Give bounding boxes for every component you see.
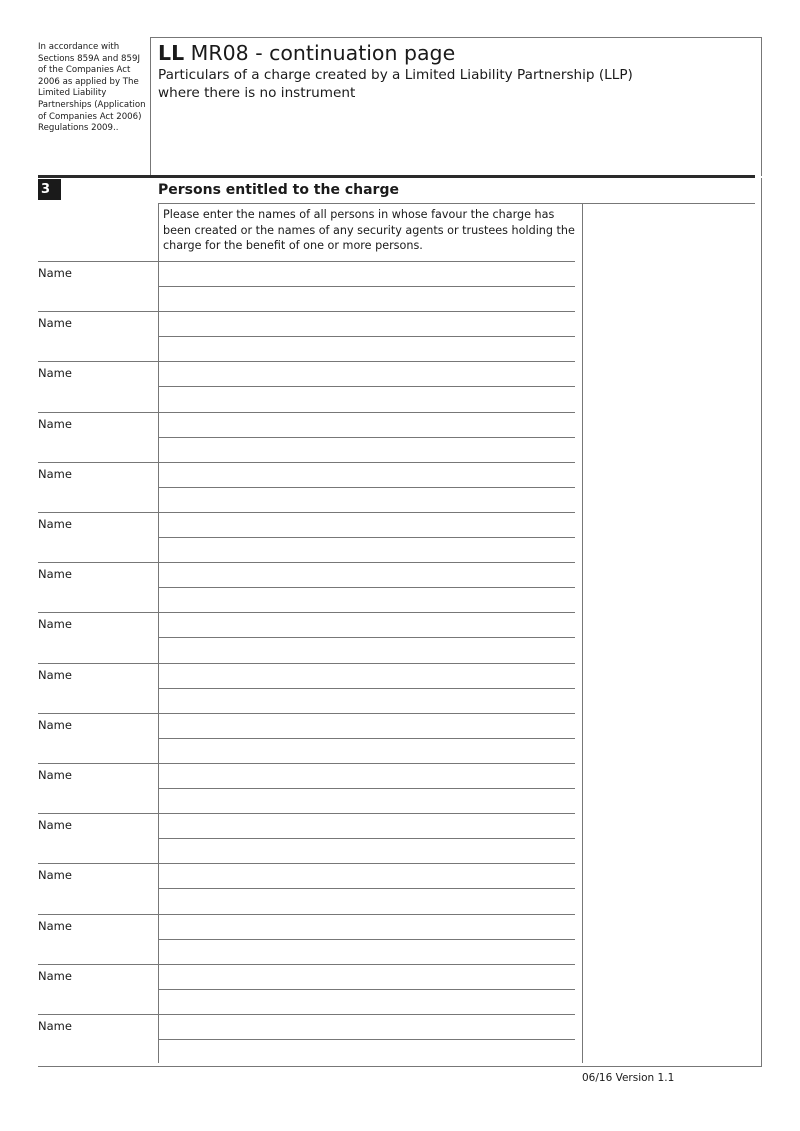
name-row bbox=[38, 562, 575, 612]
name-label: Name bbox=[38, 316, 72, 330]
name-row bbox=[38, 1014, 575, 1064]
name-field-line-1[interactable] bbox=[159, 312, 575, 336]
name-label: Name bbox=[38, 366, 72, 380]
version-label: 06/16 Version 1.1 bbox=[582, 1072, 675, 1084]
name-label: Name bbox=[38, 668, 72, 682]
name-row bbox=[38, 612, 575, 662]
name-row bbox=[38, 412, 575, 462]
name-label: Name bbox=[38, 617, 72, 631]
name-field-line-2[interactable] bbox=[159, 689, 575, 713]
name-field-line-1[interactable] bbox=[159, 613, 575, 637]
name-field-line-2[interactable] bbox=[159, 488, 575, 512]
name-label: Name bbox=[38, 417, 72, 431]
name-field-line-1[interactable] bbox=[159, 262, 575, 286]
section-instructions: Please enter the names of all persons in whose favour the charge has been created or the names of any security agents or trustees holding the charge for the benefit of one or more persons. bbox=[163, 208, 575, 253]
name-field-line-2[interactable] bbox=[159, 638, 575, 662]
name-field-line-2[interactable] bbox=[159, 739, 575, 763]
name-field-line-2[interactable] bbox=[159, 839, 575, 863]
name-label: Name bbox=[38, 517, 72, 531]
name-field-line-2[interactable] bbox=[159, 889, 575, 913]
name-label: Name bbox=[38, 567, 72, 581]
title-text: MR08 - continuation page bbox=[184, 41, 456, 65]
name-label: Name bbox=[38, 1019, 72, 1033]
name-label: Name bbox=[38, 467, 72, 481]
name-row bbox=[38, 964, 575, 1014]
name-row bbox=[38, 813, 575, 863]
subtitle-line-1: Particulars of a charge created by a Limited Liability Partnership (LLP) bbox=[158, 67, 633, 83]
name-field-line-2[interactable] bbox=[159, 337, 575, 361]
name-field-line-2[interactable] bbox=[159, 789, 575, 813]
title-prefix: LL bbox=[158, 41, 185, 65]
name-field-line-2[interactable] bbox=[159, 588, 575, 612]
legal-note: In accordance with Sections 859A and 859J of the Companies Act 2006 as applied by The Limited Liability Partnerships (Application of Companies Act 2006) Regulations 2009.. bbox=[38, 42, 146, 134]
name-label: Name bbox=[38, 919, 72, 933]
subtitle-line-2: where there is no instrument bbox=[158, 85, 356, 101]
name-field-line-1[interactable] bbox=[159, 563, 575, 587]
name-field-line-2[interactable] bbox=[159, 438, 575, 462]
name-row bbox=[38, 311, 575, 361]
name-label: Name bbox=[38, 818, 72, 832]
name-label: Name bbox=[38, 768, 72, 782]
name-field-line-1[interactable] bbox=[159, 664, 575, 688]
name-label: Name bbox=[38, 266, 72, 280]
name-row bbox=[38, 261, 575, 311]
section-title: Persons entitled to the charge bbox=[158, 182, 399, 198]
name-field-line-2[interactable] bbox=[159, 1040, 575, 1064]
name-row bbox=[38, 914, 575, 964]
name-field-line-1[interactable] bbox=[159, 413, 575, 437]
name-field-line-1[interactable] bbox=[159, 915, 575, 939]
bottom-rule bbox=[38, 1066, 762, 1067]
name-row bbox=[38, 763, 575, 813]
name-row bbox=[38, 361, 575, 411]
name-field-line-1[interactable] bbox=[159, 764, 575, 788]
name-row bbox=[38, 663, 575, 713]
name-field-line-2[interactable] bbox=[159, 387, 575, 411]
name-field-line-2[interactable] bbox=[159, 990, 575, 1014]
name-field-line-1[interactable] bbox=[159, 864, 575, 888]
name-label: Name bbox=[38, 969, 72, 983]
name-row bbox=[38, 512, 575, 562]
name-field-line-1[interactable] bbox=[159, 965, 575, 989]
name-row bbox=[38, 863, 575, 913]
name-row bbox=[38, 713, 575, 763]
name-row bbox=[38, 462, 575, 512]
name-field-line-2[interactable] bbox=[159, 940, 575, 964]
name-label: Name bbox=[38, 718, 72, 732]
name-field-line-1[interactable] bbox=[159, 714, 575, 738]
name-field-line-1[interactable] bbox=[159, 463, 575, 487]
name-field-line-1[interactable] bbox=[159, 362, 575, 386]
name-field-line-1[interactable] bbox=[159, 814, 575, 838]
section-number-badge: 3 bbox=[38, 179, 61, 200]
name-field-line-2[interactable] bbox=[159, 287, 575, 311]
name-field-line-2[interactable] bbox=[159, 538, 575, 562]
name-label: Name bbox=[38, 868, 72, 882]
name-field-line-1[interactable] bbox=[159, 513, 575, 537]
name-field-line-1[interactable] bbox=[159, 1015, 575, 1039]
